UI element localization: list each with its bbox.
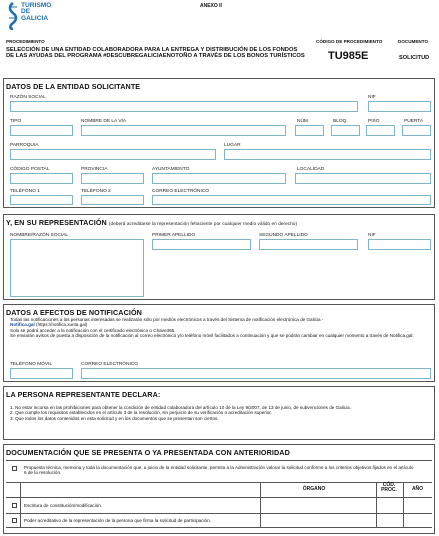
doc-item1-checkbox[interactable] bbox=[12, 466, 17, 471]
doc-item3-checkbox[interactable] bbox=[12, 518, 17, 523]
piso-label: PISO bbox=[368, 119, 380, 124]
declaration-item-2: 2. Que cumple los requisitos establecidos en el artículo 3 de la resolución, sin perjuicio de su verificación o acreditación superior. bbox=[10, 410, 272, 416]
col-ano-header: AÑO bbox=[411, 486, 424, 492]
parroquia-field[interactable] bbox=[10, 149, 216, 160]
rep-nif-field[interactable] bbox=[368, 239, 431, 250]
declaration-list bbox=[10, 405, 430, 421]
applicant-nif-label: NIF bbox=[368, 95, 376, 100]
notification-p2: Solo se podrá acceder a la notificación con el certificado electrónico o Chave365. bbox=[10, 327, 176, 333]
bloq-label: BLOQ. bbox=[333, 119, 348, 124]
telefono1-field[interactable] bbox=[10, 195, 73, 205]
applicant-nif-field[interactable] bbox=[368, 101, 431, 112]
applicant-correo-label: CORREO ELECTRÓNICO bbox=[152, 189, 210, 194]
document-type: SOLICITUD bbox=[399, 55, 430, 61]
codigo-postal-field[interactable] bbox=[10, 173, 73, 184]
annex-label: ANEXO II bbox=[200, 3, 222, 9]
telefono1-label: TELÉFONO 1 bbox=[10, 189, 40, 194]
ayuntamiento-label: AYUNTAMIENTO bbox=[152, 167, 190, 172]
logo-line2: DE bbox=[21, 8, 31, 16]
declaration-item-1: 1. No estar incursa en las prohibiciones para obtener la condición de entidad colaboradora del artículo 10 de la Ley 9/2007, de 13 de junio, de subvenciones de Galicia. bbox=[10, 405, 351, 410]
codigo-postal-label: CÓDIGO POSTAL bbox=[10, 167, 50, 172]
procedure-code-label: CÓDIGO DE PROCEDIMIENTO bbox=[316, 39, 383, 44]
notif-correo-label: CORREO ELECTRÓNICO bbox=[81, 362, 139, 367]
localidad-label: LOCALIDAD bbox=[297, 167, 325, 172]
notification-text bbox=[10, 317, 430, 339]
localidad-field[interactable] bbox=[295, 173, 431, 184]
rep-segundo-apellido-label: SEGUNDO APELLIDO bbox=[259, 233, 308, 238]
rep-primer-apellido-field[interactable] bbox=[152, 239, 251, 250]
doc-item2-checkbox[interactable] bbox=[12, 503, 17, 508]
provincia-label: PROVINCIA bbox=[81, 167, 108, 172]
representative-title: Y, EN SU REPRESENTACIÓN bbox=[6, 218, 107, 227]
notif-telefono-movil-field[interactable] bbox=[10, 368, 73, 379]
rep-nombre-label: NOMBRE/RAZÓN SOCIAL bbox=[10, 233, 69, 238]
notification-p1: Todas las notificaciones a las personas interesadas se realizarán sólo por medios electrónicos a través del Sistema de notificación electrónica de Galicia - Notifica.gal (https://notifica.xunta.gal) bbox=[10, 317, 324, 328]
telefono2-label: TELÉFONO 2 bbox=[81, 189, 111, 194]
documentation-section-title: DOCUMENTACIÓN QUE SE PRESENTA O YA PRESENTADA CON ANTERIORIDAD bbox=[6, 448, 290, 457]
ayuntamiento-field[interactable] bbox=[152, 173, 286, 184]
notif-correo-field[interactable] bbox=[81, 368, 431, 379]
rep-nombre-field[interactable] bbox=[10, 239, 144, 297]
razon-social-label: RAZÓN SOCIAL bbox=[10, 95, 46, 100]
doc-item3-text: Poder acreditativo de la representación de la persona que firma la solicitud de participación. bbox=[24, 518, 211, 523]
document-label: DOCUMENTO bbox=[398, 39, 429, 44]
declaration-item-3: 3. Que todos los datos contenidos en esta solicitud y en los documentos que se presentan son ciertos. bbox=[10, 415, 219, 421]
procedure-title: SELECCIÓN DE UNA ENTIDAD COLABORADORA PARA LA ENTREGA Y DISTRIBUCIÓN DE LOS FONDOS DE LAS AYUDAS DEL PROGRAMA #DESCUBREGALICIAENOTOÑO A TRAVÉS DE LOS BONOS TURÍSTICOS bbox=[6, 47, 305, 60]
num-field[interactable] bbox=[295, 125, 324, 136]
provincia-field[interactable] bbox=[81, 173, 144, 184]
notification-section-title: DATOS A EFECTOS DE NOTIFICACIÓN bbox=[6, 308, 142, 317]
piso-field[interactable] bbox=[366, 125, 395, 136]
tipo-label: TIPO bbox=[10, 119, 22, 124]
procedure-label: PROCEDIMIENTO bbox=[6, 39, 45, 44]
col-organo-header: ÓRGANO bbox=[302, 486, 326, 492]
notification-p3: Se enviarán avisos de puesta a disposición de la notificación al correo electrónico y/o teléfono móvil facilitados a continuación y que se podrán cambiar en cualquier momento a través de Notifica.gal: bbox=[10, 333, 414, 339]
nombre-via-field[interactable] bbox=[81, 125, 286, 136]
applicant-correo-field[interactable] bbox=[152, 195, 431, 205]
puerta-field[interactable] bbox=[402, 125, 431, 136]
logo bbox=[6, 2, 66, 32]
telefono2-field[interactable] bbox=[81, 195, 144, 205]
rep-segundo-apellido-field[interactable] bbox=[259, 239, 358, 250]
rep-nif-label: NIF bbox=[368, 233, 376, 238]
lugar-field[interactable] bbox=[224, 149, 431, 160]
nombre-via-label: NOMBRE DE LA VÍA bbox=[81, 119, 127, 124]
notifica-link[interactable]: Notifica.gal bbox=[10, 322, 35, 328]
representative-section-title bbox=[6, 218, 297, 227]
col-cod-proc-header: CÓD. PROC. bbox=[381, 482, 397, 494]
doc-item2-text: Escritura de constitución/modificación. bbox=[24, 503, 103, 508]
representative-note: (deberá acreditarse la representación fehaciente por cualquier medio válido en derecho) bbox=[108, 221, 298, 226]
declaration-section-title: LA PERSONA REPRESENTANTE DECLARA: bbox=[6, 390, 161, 399]
tipo-field[interactable] bbox=[10, 125, 73, 136]
doc-item1-text: Propuesta técnica, memoria y toda la documentación que, a juicio de la entidad solicitante, permita a la Administración valorar la solicitud conforme a los criterios objetivos fijados en el artículo 6 de la resolución. bbox=[24, 465, 414, 476]
applicant-section-title: DATOS DE LA ENTIDAD SOLICITANTE bbox=[6, 82, 141, 91]
num-label: NÚM. bbox=[297, 119, 310, 124]
rep-primer-apellido-label: PRIMER APELLIDO bbox=[152, 233, 196, 238]
procedure-code: TU985E bbox=[328, 50, 369, 62]
razon-social-field[interactable] bbox=[10, 101, 358, 112]
lugar-label: LUGAR bbox=[224, 143, 241, 148]
bloq-field[interactable] bbox=[331, 125, 360, 136]
logo-line1: TURISMO bbox=[21, 2, 52, 9]
parroquia-label: PARROQUIA bbox=[10, 143, 39, 148]
notif-telefono-movil-label: TELÉFONO MÓVIL bbox=[10, 362, 53, 367]
puerta-label: PUERTA bbox=[404, 119, 424, 124]
logo-line3: GALICIA bbox=[21, 14, 49, 22]
turismo-galicia-logo-mark bbox=[6, 2, 20, 30]
